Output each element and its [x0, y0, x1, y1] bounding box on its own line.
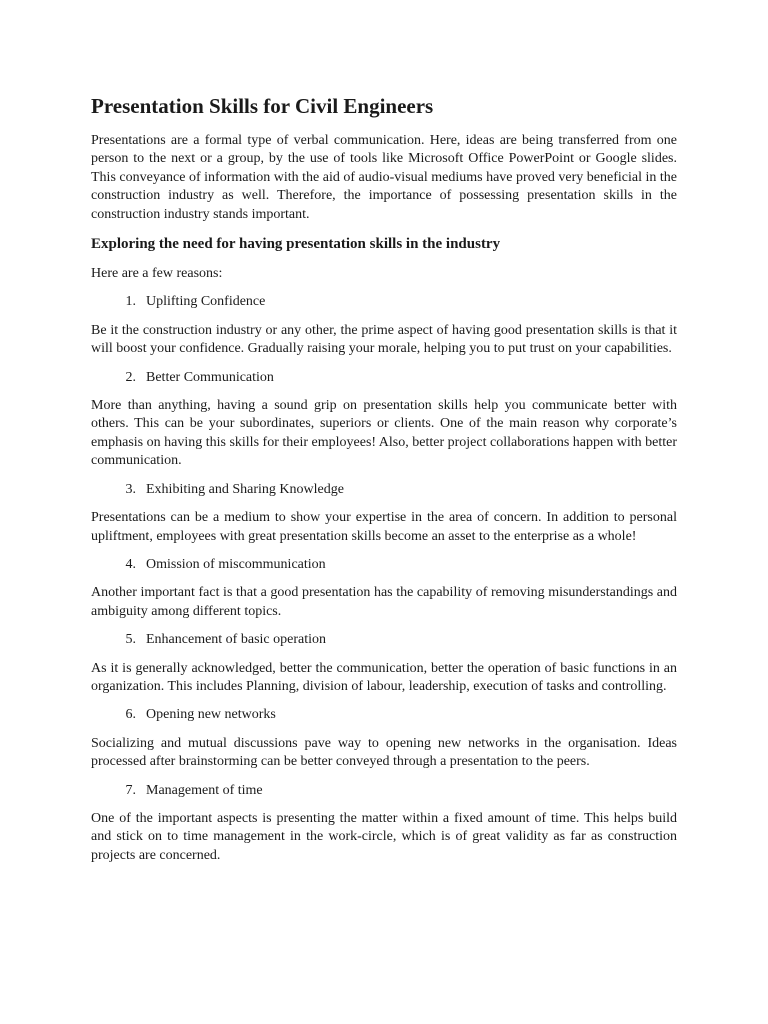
reason-block	[91, 369, 677, 471]
list-item	[91, 369, 677, 387]
reason-block	[91, 631, 677, 696]
list-number: 7.	[125, 782, 136, 798]
document-title: Presentation Skills for Civil Engineers	[91, 94, 434, 118]
list-label: Uplifting Confidence	[146, 294, 266, 310]
lead-paragraph: Here are a few reasons:	[91, 266, 223, 282]
list-number: 2.	[125, 369, 136, 385]
reason-paragraph: As it is generally acknowledged, better the communication, better the operation of basic functions in an organization. This includes Planning, division of labour, leadership, execution of tasks and controlling.	[91, 660, 677, 694]
reason-paragraph: Socializing and mutual discussions pave way to opening new networks in the organisation. Ideas processed after brainstorming can be better conveyed through a presentation to the peers.	[91, 735, 677, 770]
reason-paragraph: Another important fact is that a good presentation has the capability of removing misunderstandings and ambiguity among different topics.	[91, 585, 677, 619]
list-item	[91, 631, 677, 649]
list-item	[91, 706, 677, 724]
list-number: 1.	[125, 294, 136, 310]
section-subheading: Exploring the need for having presentation skills in the industry	[91, 236, 501, 253]
reason-block	[91, 556, 677, 621]
list-number: 5.	[125, 632, 136, 648]
list-item	[91, 782, 677, 800]
reason-block	[91, 481, 677, 546]
list-item	[91, 481, 677, 499]
list-item	[91, 293, 677, 311]
reason-paragraph: More than anything, having a sound grip on presentation skills help you communicate better with others. This can be your subordinates, superiors or clients. One of the main reason why corporate’s emphasis on having this skills for their employees! Also, better project collaborations happen with better communication.	[91, 398, 677, 469]
list-label: Omission of miscommunication	[146, 556, 326, 572]
list-number: 6.	[125, 707, 136, 723]
reason-paragraph: One of the important aspects is presenting the matter within a fixed amount of time. This helps build and stick on to time management in the work-circle, which is of great validity as far as construction projects are concerned.	[91, 810, 677, 863]
list-label: Exhibiting and Sharing Knowledge	[146, 481, 344, 497]
reason-block	[91, 782, 677, 866]
reason-block	[91, 293, 677, 358]
list-label: Opening new networks	[146, 707, 276, 723]
reason-paragraph: Presentations can be a medium to show your expertise in the area of concern. In addition to personal upliftment, employees with great presentation skills become an asset to the enterprise as a whole!	[91, 510, 677, 544]
reason-paragraph: Be it the construction industry or any other, the prime aspect of having good presentation skills is that it will boost your confidence. Gradually raising your morale, helping you to put trust on your capabilities.	[91, 322, 677, 357]
list-number: 4.	[125, 556, 136, 572]
list-label: Management of time	[146, 782, 263, 798]
list-item	[91, 556, 677, 574]
document-page	[91, 92, 677, 875]
reason-block	[91, 706, 677, 771]
intro-paragraph: Presentations are a formal type of verbal communication. Here, ideas are being transferred from one person to the next or a group, by the use of tools like Microsoft Office PowerPoint or Google slides. This conveyance of information with the aid of audio-visual mediums have proved very beneficial in the construction industry as well. Therefore, the importance of possessing presentation skills in the construction industry stands important.	[91, 133, 677, 222]
list-label: Better Communication	[146, 369, 274, 385]
list-label: Enhancement of basic operation	[146, 632, 326, 648]
list-number: 3.	[125, 481, 136, 497]
